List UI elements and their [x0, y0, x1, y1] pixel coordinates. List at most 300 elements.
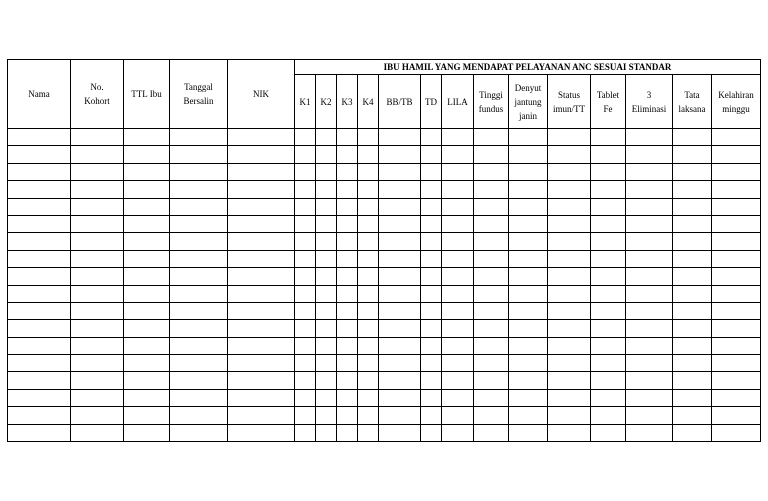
header-text-line: Eliminasi: [631, 103, 667, 114]
table-cell: [124, 424, 170, 441]
table-cell: [712, 407, 761, 424]
header-anc-3: [358, 75, 379, 129]
table-cell: [626, 372, 673, 389]
table-cell: [421, 320, 442, 337]
table-cell: [316, 302, 337, 319]
header-nama: [8, 60, 71, 129]
table-cell: [379, 181, 421, 198]
table-cell: [591, 181, 626, 198]
header-text-line: K1: [299, 96, 311, 107]
table-cell: [442, 146, 474, 163]
table-cell: [548, 407, 591, 424]
header-text-line: 3: [646, 89, 652, 100]
table-cell: [71, 320, 124, 337]
table-cell: [442, 320, 474, 337]
table-cell: [548, 372, 591, 389]
header-anc-6: [442, 75, 474, 129]
table-cell: [71, 250, 124, 267]
table-cell: [71, 181, 124, 198]
table-cell: [474, 424, 509, 441]
table-cell: [626, 407, 673, 424]
table-row: [8, 320, 761, 337]
table-cell: [591, 320, 626, 337]
table-cell: [626, 215, 673, 232]
table-cell: [421, 250, 442, 267]
table-cell: [124, 233, 170, 250]
header-anc-9: [548, 75, 591, 129]
table-cell: [337, 129, 358, 146]
table-cell: [358, 198, 379, 215]
table-cell: [8, 285, 71, 302]
table-cell: [8, 389, 71, 406]
table-cell: [673, 302, 712, 319]
header-text-line: K3: [341, 96, 353, 107]
table-cell: [124, 337, 170, 354]
table-cell: [591, 372, 626, 389]
table-cell: [170, 215, 228, 232]
table-cell: [712, 337, 761, 354]
header-anc-11: [626, 75, 673, 129]
table-cell: [71, 285, 124, 302]
table-cell: [124, 250, 170, 267]
table-cell: [295, 129, 316, 146]
table-cell: [712, 320, 761, 337]
table-cell: [358, 285, 379, 302]
table-cell: [295, 198, 316, 215]
header-row-top: [8, 60, 761, 75]
table-cell: [295, 372, 316, 389]
table-cell: [228, 181, 295, 198]
table-cell: [673, 424, 712, 441]
table-cell: [379, 233, 421, 250]
table-cell: [712, 268, 761, 285]
table-cell: [474, 285, 509, 302]
table-cell: [474, 146, 509, 163]
table-cell: [379, 163, 421, 180]
table-cell: [673, 268, 712, 285]
table-row: [8, 215, 761, 232]
header-text-line: fundus: [478, 103, 504, 114]
table-cell: [228, 389, 295, 406]
table-cell: [295, 181, 316, 198]
table-cell: [548, 233, 591, 250]
header-text-line: Denyut: [514, 82, 542, 93]
header-anc-5: [421, 75, 442, 129]
table-cell: [358, 424, 379, 441]
header-text-line: K4: [362, 96, 374, 107]
header-anc-13: [712, 75, 761, 129]
table-cell: [170, 337, 228, 354]
table-cell: [379, 302, 421, 319]
table-cell: [673, 285, 712, 302]
table-row: [8, 268, 761, 285]
table-cell: [591, 268, 626, 285]
table-cell: [712, 163, 761, 180]
table-cell: [71, 424, 124, 441]
table-cell: [673, 129, 712, 146]
table-cell: [337, 215, 358, 232]
table-cell: [358, 407, 379, 424]
table-cell: [442, 268, 474, 285]
table-cell: [337, 302, 358, 319]
table-cell: [548, 302, 591, 319]
table-cell: [626, 181, 673, 198]
table-cell: [295, 407, 316, 424]
table-cell: [626, 163, 673, 180]
table-cell: [673, 215, 712, 232]
table-cell: [712, 233, 761, 250]
table-cell: [170, 129, 228, 146]
table-cell: [71, 337, 124, 354]
table-cell: [548, 285, 591, 302]
table-cell: [295, 424, 316, 441]
table-cell: [358, 372, 379, 389]
table-cell: [337, 250, 358, 267]
table-cell: [124, 320, 170, 337]
table-cell: [228, 198, 295, 215]
table-cell: [591, 424, 626, 441]
header-anc-4: [379, 75, 421, 129]
table-cell: [228, 302, 295, 319]
table-cell: [295, 233, 316, 250]
table-cell: [170, 320, 228, 337]
table-cell: [509, 355, 548, 372]
table-cell: [170, 302, 228, 319]
table-cell: [509, 163, 548, 180]
table-cell: [442, 337, 474, 354]
table-cell: [8, 233, 71, 250]
table-cell: [316, 181, 337, 198]
table-cell: [295, 302, 316, 319]
table-cell: [421, 146, 442, 163]
table-cell: [474, 215, 509, 232]
table-cell: [295, 215, 316, 232]
table-cell: [316, 285, 337, 302]
table-cell: [442, 215, 474, 232]
table-cell: [358, 129, 379, 146]
table-cell: [71, 129, 124, 146]
table-cell: [442, 233, 474, 250]
table-row: [8, 181, 761, 198]
table-cell: [124, 129, 170, 146]
table-cell: [170, 233, 228, 250]
table-cell: [712, 215, 761, 232]
table-cell: [673, 389, 712, 406]
table-cell: [442, 250, 474, 267]
table-cell: [358, 389, 379, 406]
table-cell: [421, 372, 442, 389]
table-cell: [591, 337, 626, 354]
table-cell: [626, 302, 673, 319]
table-cell: [358, 250, 379, 267]
table-cell: [170, 163, 228, 180]
header-text-line: TTL Ibu: [131, 89, 162, 99]
table-row: [8, 424, 761, 441]
header-text-line: NIK: [253, 89, 269, 99]
table-cell: [316, 424, 337, 441]
table-cell: [442, 129, 474, 146]
table-cell: [548, 337, 591, 354]
table-cell: [548, 424, 591, 441]
table-cell: [8, 302, 71, 319]
header-ttl-ibu: [124, 60, 170, 129]
table-cell: [474, 181, 509, 198]
table-cell: [228, 233, 295, 250]
header-no-kohort: [71, 60, 124, 129]
table-cell: [591, 215, 626, 232]
table-row: [8, 129, 761, 146]
table-cell: [8, 215, 71, 232]
header-text-line: imun/TT: [553, 103, 585, 114]
table-cell: [379, 129, 421, 146]
table-cell: [509, 181, 548, 198]
table-cell: [509, 372, 548, 389]
header-anc-2: [337, 75, 358, 129]
table-cell: [712, 389, 761, 406]
table-cell: [474, 320, 509, 337]
table-cell: [337, 233, 358, 250]
table-cell: [474, 337, 509, 354]
table-cell: [474, 163, 509, 180]
table-cell: [626, 268, 673, 285]
table-cell: [712, 146, 761, 163]
table-cell: [442, 163, 474, 180]
table-cell: [295, 163, 316, 180]
table-cell: [421, 181, 442, 198]
table-cell: [626, 129, 673, 146]
table-cell: [124, 372, 170, 389]
table-cell: [626, 424, 673, 441]
table-row: [8, 250, 761, 267]
table-cell: [124, 389, 170, 406]
table-cell: [591, 355, 626, 372]
table-cell: [673, 163, 712, 180]
table-cell: [548, 146, 591, 163]
table-cell: [712, 302, 761, 319]
table-cell: [626, 250, 673, 267]
table-cell: [442, 407, 474, 424]
table-cell: [548, 250, 591, 267]
table-cell: [421, 355, 442, 372]
table-cell: [421, 163, 442, 180]
table-cell: [673, 355, 712, 372]
table-cell: [295, 146, 316, 163]
header-text-line: Bersalin: [183, 96, 214, 106]
table-cell: [548, 181, 591, 198]
table-cell: [8, 320, 71, 337]
table-cell: [295, 389, 316, 406]
table-cell: [442, 285, 474, 302]
table-cell: [358, 355, 379, 372]
table-cell: [626, 389, 673, 406]
table-cell: [228, 424, 295, 441]
table-cell: [170, 424, 228, 441]
table-row: [8, 302, 761, 319]
table-cell: [358, 337, 379, 354]
table-cell: [673, 146, 712, 163]
table-cell: [71, 163, 124, 180]
header-text-line: laksana: [678, 103, 706, 114]
table-cell: [228, 146, 295, 163]
table-cell: [8, 198, 71, 215]
header-anc-0: [295, 75, 316, 129]
table-cell: [474, 129, 509, 146]
table-cell: [295, 320, 316, 337]
table-cell: [337, 146, 358, 163]
table-row: [8, 146, 761, 163]
table-cell: [124, 163, 170, 180]
table-cell: [337, 407, 358, 424]
table-cell: [358, 320, 379, 337]
table-cell: [170, 198, 228, 215]
table-cell: [71, 198, 124, 215]
table-cell: [442, 372, 474, 389]
table-cell: [442, 302, 474, 319]
table-cell: [509, 215, 548, 232]
table-cell: [673, 233, 712, 250]
table-cell: [442, 181, 474, 198]
table-cell: [228, 320, 295, 337]
table-cell: [626, 355, 673, 372]
table-cell: [591, 233, 626, 250]
table-cell: [228, 285, 295, 302]
table-cell: [337, 181, 358, 198]
table-row: [8, 372, 761, 389]
table-cell: [71, 215, 124, 232]
table-cell: [8, 146, 71, 163]
table-cell: [421, 268, 442, 285]
table-cell: [673, 198, 712, 215]
table-cell: [316, 250, 337, 267]
table-cell: [124, 146, 170, 163]
table-cell: [591, 250, 626, 267]
table-cell: [295, 268, 316, 285]
table-cell: [712, 372, 761, 389]
table-cell: [712, 129, 761, 146]
table-cell: [358, 163, 379, 180]
table-cell: [673, 337, 712, 354]
table-cell: [337, 268, 358, 285]
table-cell: [170, 372, 228, 389]
header-anc-10: [591, 75, 626, 129]
table-cell: [421, 215, 442, 232]
table-cell: [591, 302, 626, 319]
table-cell: [124, 181, 170, 198]
table-cell: [509, 407, 548, 424]
table-cell: [316, 389, 337, 406]
table-cell: [474, 372, 509, 389]
table-row: [8, 389, 761, 406]
table-row: [8, 355, 761, 372]
table-cell: [71, 389, 124, 406]
table-cell: [548, 163, 591, 180]
table-cell: [228, 250, 295, 267]
table-cell: [442, 389, 474, 406]
table-cell: [591, 129, 626, 146]
table-cell: [124, 302, 170, 319]
header-text-line: Tinggi: [479, 89, 503, 100]
table-cell: [228, 337, 295, 354]
table-cell: [548, 320, 591, 337]
table-cell: [8, 129, 71, 146]
table-cell: [8, 337, 71, 354]
table-cell: [474, 268, 509, 285]
table-cell: [379, 389, 421, 406]
table-cell: [509, 146, 548, 163]
table-cell: [170, 250, 228, 267]
header-anc-12: [673, 75, 712, 129]
table-cell: [358, 302, 379, 319]
table-cell: [316, 268, 337, 285]
header-anc-8: [509, 75, 548, 129]
header-text-line: jantung: [514, 96, 542, 107]
table-cell: [228, 355, 295, 372]
table-cell: [673, 372, 712, 389]
table-cell: [170, 268, 228, 285]
table-cell: [712, 424, 761, 441]
table-cell: [358, 233, 379, 250]
table-cell: [509, 320, 548, 337]
table-cell: [712, 181, 761, 198]
header-text-line: Nama: [28, 89, 50, 99]
table-cell: [8, 407, 71, 424]
table-cell: [358, 146, 379, 163]
table-cell: [591, 389, 626, 406]
table-cell: [170, 285, 228, 302]
table-cell: [509, 233, 548, 250]
table-cell: [124, 268, 170, 285]
table-cell: [626, 198, 673, 215]
table-cell: [124, 215, 170, 232]
table-cell: [124, 198, 170, 215]
table-cell: [509, 389, 548, 406]
table-cell: [71, 372, 124, 389]
table-cell: [509, 337, 548, 354]
table-cell: [442, 355, 474, 372]
header-anc-7: [474, 75, 509, 129]
table-cell: [337, 163, 358, 180]
header-text-line: minggu: [722, 103, 750, 114]
table-cell: [548, 268, 591, 285]
table-cell: [474, 302, 509, 319]
table-row: [8, 337, 761, 354]
table-cell: [316, 233, 337, 250]
table-cell: [626, 337, 673, 354]
table-cell: [591, 146, 626, 163]
table-cell: [71, 146, 124, 163]
table-cell: [124, 285, 170, 302]
header-text-line: No.: [90, 82, 104, 92]
table-cell: [626, 320, 673, 337]
table-cell: [358, 215, 379, 232]
table-cell: [548, 129, 591, 146]
table-cell: [316, 163, 337, 180]
table-cell: [71, 407, 124, 424]
table-cell: [712, 250, 761, 267]
table-cell: [8, 163, 71, 180]
table-cell: [379, 372, 421, 389]
table-cell: [509, 268, 548, 285]
table-cell: [316, 337, 337, 354]
table-cell: [421, 285, 442, 302]
table-cell: [379, 285, 421, 302]
table-cell: [170, 407, 228, 424]
table-cell: [712, 198, 761, 215]
table-cell: [316, 198, 337, 215]
header-nik: [228, 60, 295, 129]
anc-register-table: [7, 59, 761, 442]
table-cell: [591, 198, 626, 215]
